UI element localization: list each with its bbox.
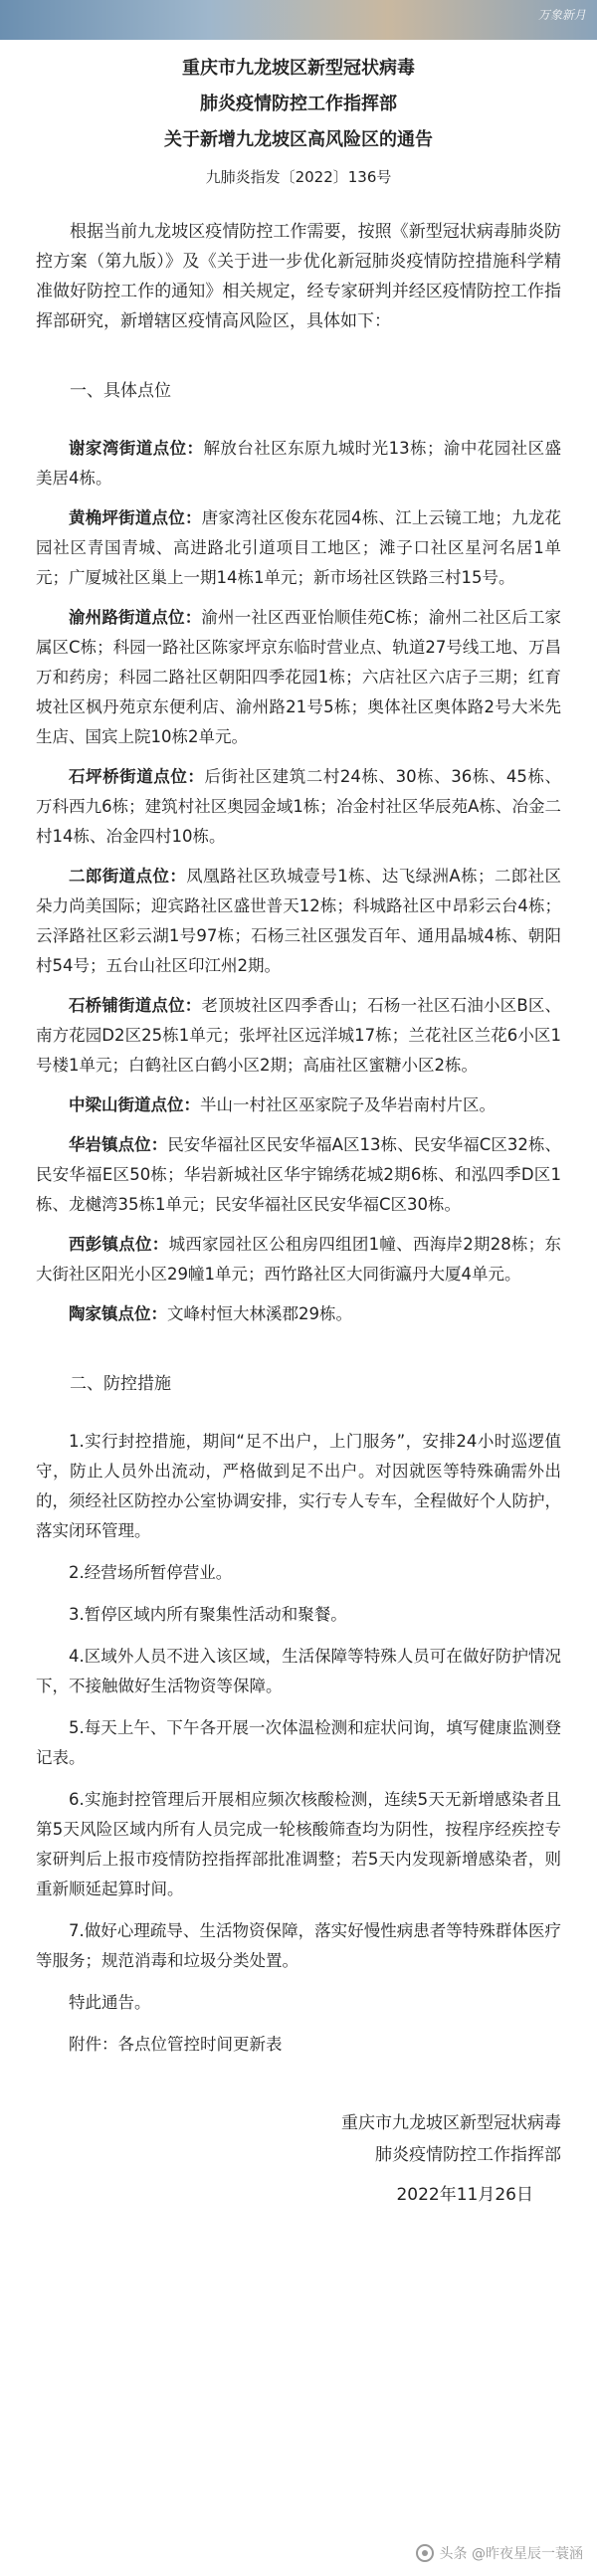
location-item [36,603,561,752]
location-detail: 民安华福社区民安华福A区13栋、民安华福C区32栋、民安华福E区50栋；华岩新城社区华宇锦绣花城2期6栋、和泓四季D区1栋、龙樾湾35栋1单元；民安华福社区民安华福C区30栋。 [36,1135,561,1214]
location-item [36,991,561,1081]
street-name: 西彭镇点位： [69,1235,169,1254]
street-name: 渝州路街道点位： [69,608,202,627]
header-banner-image [0,0,597,40]
intro-paragraph: 根据当前九龙坡区疫情防控工作需要，按照《新型冠状病毒肺炎防控方案（第九版）》及《关于进一步优化新冠肺炎疫情防控措施科学精准做好防控工作的通知》相关规定，经专家研判并经区疫情防控工作指挥部研究，新增辖区疫情高风险区，具体如下： [36,222,561,331]
measure-item: 3.暂停区域内所有聚集性活动和聚餐。 [69,1605,347,1624]
street-name: 石桥铺街道点位： [69,996,202,1015]
location-item [36,503,561,593]
measure-item: 2.经营场所暂停营业。 [69,1563,233,1582]
location-detail: 文峰村恒大林溪郡29栋。 [167,1304,352,1323]
title-line-3: 关于新增九龙坡区高风险区的通告 [164,129,433,150]
banner-text: 万象新月 [537,8,589,22]
street-name: 石坪桥街道点位： [69,767,205,786]
title-line-1: 重庆市九龙坡区新型冠状病毒 [182,58,415,79]
location-list [0,434,597,1329]
street-name: 黄桷坪街道点位： [69,508,202,527]
special-notice: 特此通告。 [69,1993,151,2012]
measure-item: 7.做好心理疏导、生活物资保障，落实好慢性病患者等特殊群体医疗等服务；规范消毒和垃圾分类处置。 [36,1921,561,1970]
title-line-2: 肺炎疫情防控工作指挥部 [200,94,397,114]
street-name: 中梁山街道点位： [69,1095,200,1114]
measure-list [0,1427,597,1976]
location-item [36,434,561,494]
location-item [36,1130,561,1220]
signature-date: 2022年11月26日 [396,2185,533,2205]
measure-item: 1.实行封控措施，期间“足不出户，上门服务”，安排24小时巡逻值守，防止人员外出流动，严格做到足不出户。对因就医等特殊确需外出的，须经社区防控办公室协调安排，实行专人专车，全程做好个人防护，落实闭环管理。 [36,1432,561,1540]
street-name: 谢家湾街道点位： [69,439,204,458]
document-number: 九肺炎指发〔2022〕136号 [205,168,392,186]
location-item [36,1230,561,1289]
signature-line-1: 重庆市九龙坡区新型冠状病毒 [341,2113,561,2133]
street-name: 陶家镇点位： [69,1304,167,1323]
location-detail: 渝州一社区西亚怡顺佳苑C栋；渝州二社区后工家属区C栋；科园一路社区陈家坪京东临时营业点、轨道27号线工地、万昌万和药房；科园二路社区朝阳四季花园1栋；六店社区六店子三期；红育坡社区枫丹苑京东便利店、渝州路21号5栋；奥体社区奥体路2号大米先生店、国宾上院10栋2单元。 [36,608,561,746]
measure-item: 5.每天上午、下午各开展一次体温检测和症状问询，填写健康监测登记表。 [36,1718,561,1767]
notice-document [0,48,597,2211]
attachment-note: 附件：各点位管控时间更新表 [69,2035,283,2054]
location-detail: 老顶坡社区四季香山；石杨一社区石油小区B区、南方花园D2区25栋1单元；张坪社区远洋城17栋；兰花社区兰花6小区1号楼1单元；白鹤社区白鹤小区2期；高庙社区蜜糖小区2栋。 [36,996,562,1075]
location-item [36,1090,561,1120]
watermark-text: 头条 @昨夜星辰一蓑涵 [439,2546,583,2562]
location-item [36,862,561,981]
location-detail: 解放台社区东原九城时光13栋；渝中花园社区盛美居4栋。 [36,439,562,488]
measure-item: 6.实施封控管理后开展相应频次核酸检测，连续5天无新增感染者且第5天风险区域内所有人员完成一轮核酸筛查均为阴性，按程序经疾控专家研判后上报市疫情防控指挥部批准调整；若5天内发现新增感染者，则重新顺延起算时间。 [36,1790,561,1898]
location-item [36,762,561,852]
location-detail: 凤凰路社区玖城壹号1栋、达飞绿洲A栋；二郎社区朵力尚美国际；迎宾路社区盛世普天12栋；科城路社区中昂彩云台4栋；云泽路社区彩云湖1号97栋；石杨三社区强发百年、通用晶城4栋、朝阳村54号；五台山社区印江州2期。 [36,867,562,975]
location-detail: 城西家园社区公租房四组团1幢、西海岸2期28栋；东大街社区阳光小区29幢1单元；西竹路社区大同街瀛丹大厦4单元。 [36,1235,562,1284]
location-detail: 后街社区建筑二村24栋、30栋、36栋、45栋、万科西九6栋；建筑村社区奥园金域1栋；冶金村社区华辰苑A栋、冶金二村14栋、冶金四村10栋。 [36,767,562,846]
location-detail: 唐家湾社区俊东花园4栋、江上云镜工地；九龙花园社区青国青城、高进路北引道项目工地区；滩子口社区星河名居1单元；广厦城社区巢上一期14栋1单元；新市场社区铁路三村15号。 [36,508,561,587]
section-heading-locations: 一、具体点位 [70,381,171,401]
location-detail: 半山一村社区巫家院子及华岩南村片区。 [200,1095,496,1114]
signature-line-2: 肺炎疫情防控工作指挥部 [375,2145,561,2165]
location-item [36,1299,561,1329]
street-name: 华岩镇点位： [69,1135,168,1154]
section-heading-measures: 二、防控措施 [70,1374,171,1394]
street-name: 二郎街道点位： [69,867,187,886]
watermark [416,2543,583,2563]
measure-item: 4.区域外人员不进入该区域，生活保障等特殊人员可在做好防护情况下，不接触做好生活物资等保障。 [36,1647,561,1695]
toutiao-logo-icon [416,2544,434,2562]
